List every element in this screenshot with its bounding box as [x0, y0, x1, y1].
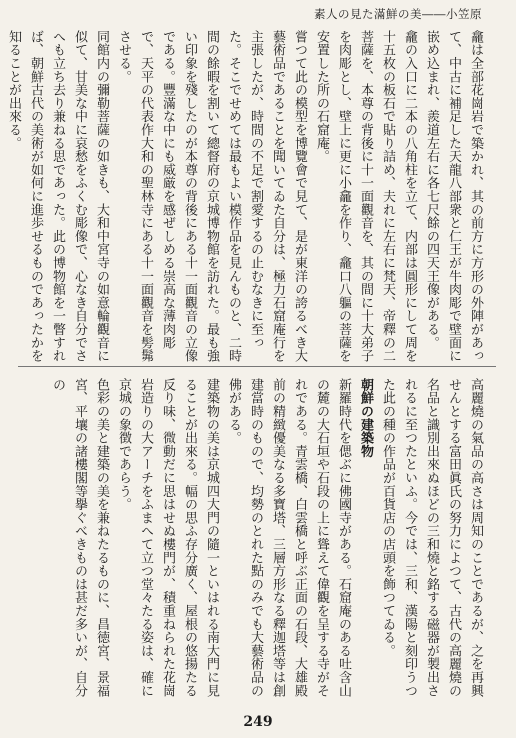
- paragraph: 色彩の美と建築の美を兼ねたるものに、昌徳宮、景福宮、平壤の諸樓閣等擧ぐべきものは甚だ多いが、自分の: [50, 378, 109, 698]
- paragraph: 嘗つて此の模型を博覽會で見て、是が東洋の誇るべき大藝術品であることを聞いてゐた自分は、極力石窟庵行を主張したが、時間の不足で割愛するの止むなきに至った。そこでせめては最もよい模作品を見んものと、二時間の餘暇を割いて總督府の京城博物館を訪れた。最も強い印象を殘したのが本尊の背後にある十一面觀音の立像である。豐滿な中にも威厳を感ぜしめる崇高な薄肉彫で、天平の代表作大和の聖林寺にある十一面觀音を髣髴させる。: [116, 30, 307, 363]
- section-heading: 朝鮮の建築物: [358, 378, 373, 458]
- page-number: 249: [243, 714, 273, 730]
- paragraph: 新羅時代を偲ぶに佛國寺がある。石窟庵のある吐含山の麓の大石垣や石段の上に聳えて偉觀を呈する寺がそれである。青雲橋、白雲橋と呼ぶ正面の石段、大雄殿前の精緻優美なる多寶塔、三層方形なる釋迦塔等は創建當時のもので、均勢のとれた點のみでも大藝術品の佛がある。: [226, 378, 351, 698]
- paragraph: 建築物の美は京城四大門の隨一といはれる南大門に見ることが出來る。幅の思ふ存分廣く、屋根の悠揚たる反り味、微動だに思はせぬ樓門が、積重ねられた花崗岩造りの大アーチをふまへて立つ堂々たる姿は、確に京城の象徴であらう。: [116, 378, 219, 698]
- paragraph: 同館内の彌勒菩薩の如きも、大和中宮寺の如意輪觀音に似て、甘美な中に哀愁をふくむ彫像で、心なき自分でさへも立ち去り兼ねる思であった。此の博物館を一瞥すれば、朝鮮古代の美術が如何に進歩せるものであったかを知ることが出來る。: [6, 30, 109, 363]
- section-divider: [18, 366, 496, 367]
- paragraph: 龕の入口に二本の八角柱を立て、内部は圓形にして周を十五枚の板石で貼り詰め、夫れに左右に梵天、帝釋の二菩薩を、本尊の背後に十一面觀音を、其の間に十大弟子を肉彫とし、壁上に更に小龕を作り、龕口八軀の菩薩を安置した所の石窟庵。: [314, 30, 417, 363]
- upper-text-block: [6, 30, 486, 365]
- paragraph: 高麗燒の氣品の高さは周知のことであるが、之を再興せんとする富田眞氏の努力によつて、古代の高麗燒の名品と識別出來ぬほどの三和燒と銘する磁器が製出されるに至つたといふ。今では、三和、漢陽と刻印うつた此の種の作品が百貨店の店頭を飾つてゐる。: [380, 378, 483, 698]
- paragraph: 龕は全部花崗岩で築かれ、其の前方に方形の外陣があって、中古に補足した天龍八部衆と仁王が牛肉彫で壁面に嵌め込まれ、羨道左右に各七尺餘の四天王像がある。: [424, 30, 483, 363]
- running-header: 素人の見た滿鮮の美――小笠原: [314, 7, 482, 21]
- lower-text-block: [6, 378, 486, 698]
